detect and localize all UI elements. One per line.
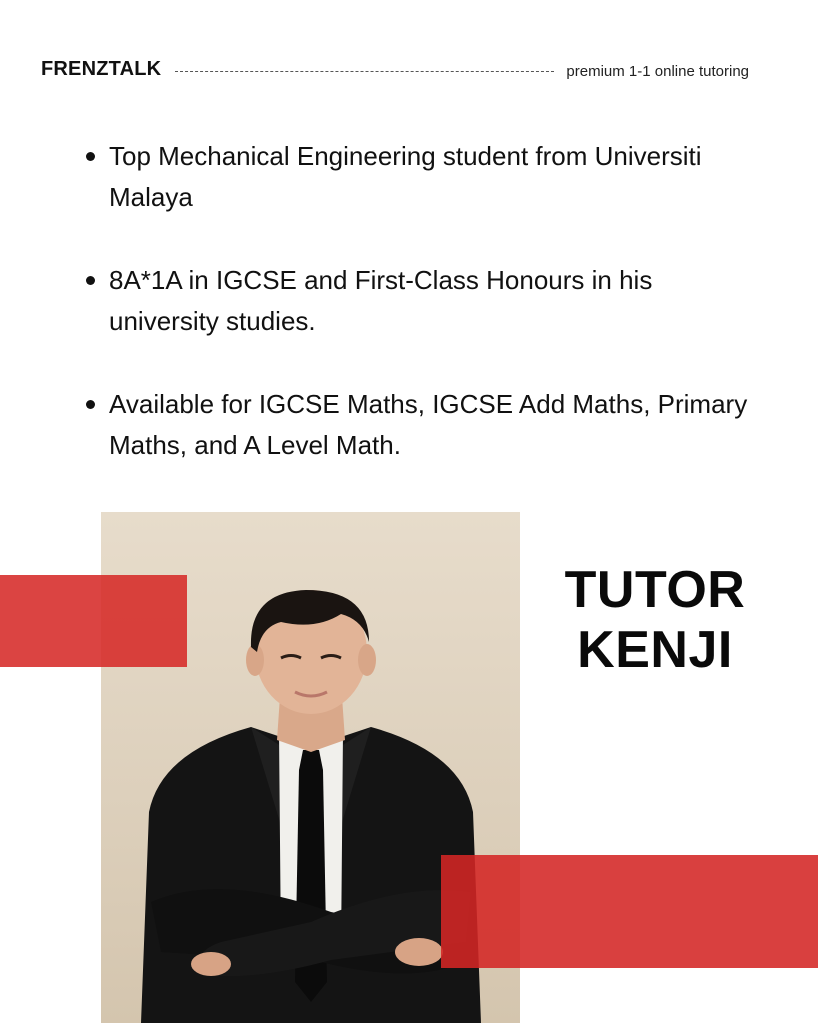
- list-item: [84, 384, 764, 466]
- header-tagline: premium 1-1 online tutoring: [566, 62, 749, 80]
- bullet-dot-icon: [86, 276, 95, 285]
- bullet-dot-icon: [86, 152, 95, 161]
- bullet-dot-icon: [86, 400, 95, 409]
- qualification-list: [84, 136, 764, 508]
- list-item: [84, 136, 764, 218]
- tutor-title-line: TUTOR: [564, 561, 746, 619]
- list-item-text: Available for IGCSE Maths, IGCSE Add Maths, Primary Maths, and A Level Math.: [109, 389, 748, 460]
- list-item-text: 8A*1A in IGCSE and First-Class Honours in his university studies.: [109, 265, 653, 336]
- list-item: [84, 260, 764, 342]
- header-divider: [175, 71, 554, 72]
- tutor-name-heading: [540, 560, 770, 680]
- accent-block-left: [0, 575, 187, 667]
- list-item-text: Top Mechanical Engineering student from Universiti Malaya: [109, 141, 702, 212]
- accent-block-right: [441, 855, 818, 968]
- tutor-name-line: KENJI: [577, 621, 733, 679]
- header: [41, 56, 749, 82]
- brand-logo-text: FRENZTALK: [41, 57, 162, 80]
